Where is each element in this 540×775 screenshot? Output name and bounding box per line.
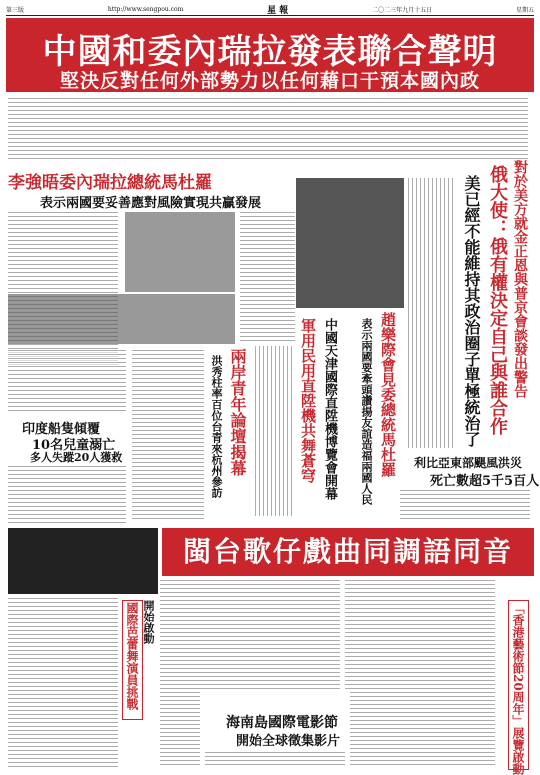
tianjin-headline: 中國天津國際直陞機博覽會開幕 (322, 318, 337, 500)
opera-banner-headline: 閩台歌仔戲曲同調語同音 (162, 528, 534, 576)
opera-article-text-1 (160, 580, 340, 690)
youth-forum-subhead: 洪秀柱率百位台青來杭州參訪 (210, 355, 223, 498)
paper-name: 星 報 (267, 6, 289, 16)
publication-date: 二〇二三年九月十五日 (372, 7, 433, 14)
libya-story-text (400, 490, 530, 522)
hk-arts-headline: 「香港藝術節20周年」展覽啟動 (508, 600, 529, 770)
ballet-photo (8, 528, 158, 594)
film-festival-text (205, 752, 345, 768)
left-story-subhead: 表示兩國要妥善應對風險實現共贏發展 (40, 196, 262, 211)
india-story-text (8, 466, 126, 526)
libya-headline-2: 死亡數超5千5百人 (430, 474, 540, 489)
libya-headline-1: 利比亞東部颶風洪災 (414, 456, 523, 470)
left-story-headline: 李強晤委內瑞拉總統馬杜羅 (8, 173, 212, 193)
dance-headline: 國際芭蕾舞演員挑戰 (122, 600, 143, 720)
india-headline-2: 10名兒童溺亡 (32, 438, 116, 453)
zhao-subhead: 表示兩國要牽頭讚揚友誼造福兩國人民 (360, 318, 373, 505)
tianjin-text (255, 346, 295, 516)
right-story-text (408, 178, 456, 448)
bottom-left-text (8, 598, 118, 768)
film-festival-headline-1: 海南島國際電影節 (226, 715, 338, 731)
lead-article-text (8, 98, 528, 160)
right-story-headline-black: 美已經不能維持其政治圈子單極統治了 (462, 175, 481, 447)
dance-subhead: 開始啟動 (142, 600, 155, 644)
zhao-leji-meeting-photo (296, 178, 404, 308)
meeting-photo-1 (125, 212, 235, 292)
center-story-text (240, 212, 295, 342)
page-header (6, 4, 534, 16)
left-mid-text (8, 350, 126, 412)
right-story-headline-big: 俄大使：俄有權決定自己與誰合作 (487, 165, 508, 435)
weekday: 星期五 (515, 7, 534, 14)
page-number: 第三版 (6, 7, 25, 14)
india-headline-1: 印度船隻傾覆 (22, 422, 101, 437)
main-subheadline: 堅決反對任何外部勢力以任何藉口干預本國內政 (59, 70, 480, 92)
main-headline: 中國和委內瑞拉發表聯合聲明 (42, 32, 498, 72)
bottom-center-text (160, 692, 200, 768)
website-url[interactable]: http://www.sengpou.com (107, 6, 184, 13)
film-festival-headline-2: 開始全球徵集影片 (236, 734, 341, 749)
youth-forum-text (132, 350, 204, 520)
india-headline-3: 多人失蹤20人獲救 (30, 451, 123, 464)
meeting-photo-2 (8, 294, 235, 344)
opera-article-text-2 (345, 580, 495, 690)
right-story-headline-red: 對於美方就金正恩與普京會談發出警告 (512, 160, 528, 398)
youth-forum-headline: 兩岸青年論壇揭幕 (228, 348, 247, 476)
tianjin-subheadline: 軍用民用直陞機共舞蒼穹 (299, 318, 317, 483)
bottom-right-text (350, 692, 495, 768)
main-banner (6, 18, 534, 92)
zhao-headline: 趙樂際會見委總統馬杜羅 (379, 312, 397, 477)
